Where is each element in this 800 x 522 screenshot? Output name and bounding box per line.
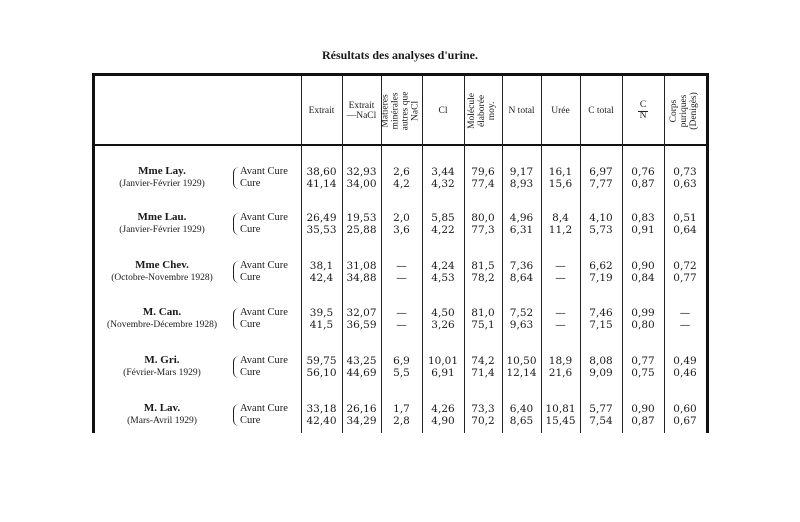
value: 41,5 [309,319,334,331]
value: 42,4 [309,272,334,284]
value: 7,54 [589,415,613,427]
value: — [555,319,566,331]
value-cell [664,355,706,379]
value: 8,65 [509,415,534,427]
value: 73,3 [471,403,495,415]
value: 0,67 [673,415,697,427]
value-cell [422,403,464,427]
value: 39,5 [309,307,334,319]
phase-label: Avant Cure [240,355,288,366]
value: 2,6 [393,166,410,178]
phase-label: Cure [240,367,261,378]
column-header [580,78,622,144]
value: 42,40 [306,415,337,427]
value: 10,50 [506,355,537,367]
phase-label: Avant Cure [240,307,288,318]
value-cell [342,212,381,236]
value: 4,2 [393,178,410,190]
value-cell [580,260,622,284]
value: 4,10 [589,212,613,224]
value-cell [622,260,664,284]
value: 35,53 [306,224,337,236]
value: 33,18 [306,403,337,415]
period: (Janvier-Février 1929) [119,225,205,235]
value: 81,5 [471,260,495,272]
value: 2,8 [393,415,410,427]
table-row [95,164,706,200]
value-cell [502,307,541,331]
value: 36,59 [346,319,377,331]
value-cell [580,403,622,427]
brace [233,404,239,426]
value: 25,88 [346,224,377,236]
value: 0,49 [673,355,697,367]
value: — [555,260,566,272]
column-header [541,78,580,144]
value-cell [464,403,502,427]
value: — [555,272,566,284]
value: 0,80 [631,319,655,331]
value-cell [541,166,580,190]
phase-label: Cure [240,319,261,330]
patient-cell [95,210,229,236]
value-cell [541,307,580,331]
phase-label: Avant Cure [240,260,288,271]
value: 15,45 [545,415,576,427]
value: — [555,307,566,319]
value: 0,90 [631,260,655,272]
value: 19,53 [346,212,377,224]
value: 7,52 [509,307,534,319]
column-header-label: Urée [551,106,570,116]
value: 0,76 [631,166,655,178]
value: — [396,319,407,331]
value: 4,90 [431,415,455,427]
value: 81,0 [471,307,495,319]
phase-labels [240,212,288,236]
value: 5,85 [431,212,455,224]
value-cell [580,307,622,331]
column-header [301,78,342,144]
value: 0,72 [673,260,697,272]
value-cell [580,166,622,190]
value-cell [541,260,580,284]
value-cell [381,403,422,427]
value-cell [622,307,664,331]
column-header-label: Extrait [308,106,335,116]
phase-label: Cure [240,272,261,283]
value: 78,2 [471,272,495,284]
value: 77,3 [471,224,495,236]
value: 0,64 [673,224,697,236]
value: 6,9 [393,355,410,367]
value: 3,44 [431,166,455,178]
brace [233,167,239,189]
value: 9,17 [509,166,534,178]
phase-label: Cure [240,415,261,426]
value: 21,6 [548,367,573,379]
value-cell [541,212,580,236]
value-cell [502,355,541,379]
value-cell [541,403,580,427]
fraction-denominator: N [639,110,647,121]
value-cell [422,166,464,190]
value: 4,26 [431,403,455,415]
table-row [95,258,706,294]
value: 0,75 [631,367,655,379]
value: 5,73 [589,224,613,236]
patient-name: Mme Chev. [135,259,189,271]
period: (Novembre-Décembre 1928) [107,320,217,330]
patient-cell [95,258,229,284]
value-cell [381,166,422,190]
value: 38,60 [306,166,337,178]
value: 6,91 [431,367,455,379]
phase-labels [240,355,288,379]
value: 9,09 [589,367,613,379]
patient-name: M. Gri. [144,354,180,366]
phase-label: Avant Cure [240,212,288,223]
value: 7,19 [589,272,613,284]
value: 11,2 [548,224,573,236]
column-header-label: Matières minérales autres que NaCl [380,91,421,131]
value: 59,75 [306,355,337,367]
column-header-label: N total [508,106,535,116]
value-cell [381,355,422,379]
value: 6,97 [589,166,613,178]
value-cell [664,260,706,284]
value: 0,87 [631,415,655,427]
table-title: Résultats des analyses d'urine. [321,48,479,62]
value-cell [342,260,381,284]
value: 44,69 [346,367,377,379]
value-cell [422,212,464,236]
value-cell [301,355,342,379]
patient-cell [95,401,229,427]
value: 4,22 [431,224,455,236]
value: 4,53 [431,272,455,284]
value: 71,4 [471,367,495,379]
value-cell [464,166,502,190]
table-row [95,305,706,341]
column-header [622,78,664,144]
phase-labels [240,260,288,284]
value: 0,73 [673,166,697,178]
value: 10,01 [427,355,459,367]
column-header-label: Molécule élaborée moy. [467,93,497,129]
value-cell [342,166,381,190]
value: 12,14 [506,367,537,379]
value-cell [301,212,342,236]
value: 26,16 [346,403,377,415]
value: — [679,307,691,319]
value: 0,77 [673,272,697,284]
period: (Mars-Avril 1929) [127,416,197,426]
period: (Janvier-Février 1929) [119,179,205,189]
value: 8,4 [552,212,569,224]
value: 4,24 [431,260,455,272]
value: 0,46 [673,367,697,379]
value-cell [664,212,706,236]
value: 3,6 [393,224,410,236]
value: 77,4 [471,178,495,190]
value-cell [381,212,422,236]
column-header-label: Cl [438,106,448,116]
phase-label: Cure [240,224,261,235]
value-cell [502,403,541,427]
value: 8,93 [509,178,534,190]
value-cell [664,166,706,190]
column-header-label: Corps puriques (Denigès) [669,92,699,130]
value: 0,51 [673,212,697,224]
value: 7,15 [589,319,613,331]
value: 8,64 [509,272,534,284]
value: 80,0 [471,212,495,224]
value: 56,10 [306,367,337,379]
value: — [679,319,691,331]
value-cell [301,260,342,284]
column-header [502,78,541,144]
value-cell [502,166,541,190]
value: 7,36 [509,260,534,272]
value-cell [580,212,622,236]
value: 6,31 [509,224,534,236]
value: 16,1 [548,166,573,178]
value-cell [464,260,502,284]
value: 31,08 [346,260,377,272]
patient-cell [95,164,229,190]
value: 0,87 [631,178,655,190]
value: 34,29 [346,415,377,427]
value-cell [502,260,541,284]
value-cell [622,403,664,427]
brace [233,261,239,283]
value: 4,96 [509,212,534,224]
patient-name: M. Lav. [143,402,181,414]
phase-label: Cure [240,178,261,189]
brace [233,356,239,378]
column-header [464,78,502,144]
value-cell [622,166,664,190]
value-cell [502,212,541,236]
table-row [95,210,706,246]
phase-label: Avant Cure [240,403,288,414]
value: 26,49 [306,212,337,224]
value-cell [464,355,502,379]
value: 7,77 [589,178,613,190]
value-cell [381,260,422,284]
period: (Octobre-Novembre 1928) [111,273,213,283]
value-cell [422,355,464,379]
value: 34,88 [346,272,377,284]
value: 79,6 [471,166,495,178]
value-cell [301,307,342,331]
value-cell [541,355,580,379]
value: 5,77 [589,403,613,415]
value: 0,60 [673,403,697,415]
value: 38,1 [309,260,334,272]
column-header [664,78,706,144]
value: 6,62 [589,260,613,272]
value: 32,93 [346,166,377,178]
header-rule [95,144,706,146]
value-cell [342,355,381,379]
value: 0,84 [631,272,655,284]
table-row [95,353,706,389]
value: 0,99 [631,307,655,319]
patient-cell [95,305,229,331]
value: 3,26 [431,319,455,331]
value: 32,07 [346,307,377,319]
phase-label: Avant Cure [240,166,288,177]
value: 0,91 [631,224,655,236]
value: — [396,307,407,319]
value-cell [664,403,706,427]
patient-name: Mme Lau. [137,211,187,223]
value-cell [342,403,381,427]
value-cell [422,260,464,284]
phase-labels [240,307,288,331]
value: 4,50 [431,307,455,319]
value: 74,2 [471,355,495,367]
column-header [342,78,381,144]
value: 43,25 [346,355,377,367]
value: 75,1 [471,319,495,331]
value: 6,40 [509,403,534,415]
value-cell [464,307,502,331]
column-header-label: Extrait —NaCl [346,101,377,121]
value: 18,9 [548,355,573,367]
value: 7,46 [589,307,613,319]
value-cell [301,166,342,190]
value: 2,0 [393,212,410,224]
value: 9,63 [509,319,534,331]
value: 34,00 [346,178,377,190]
value-cell [622,212,664,236]
column-header [381,78,422,144]
value: 0,77 [631,355,655,367]
value-cell [464,212,502,236]
brace [233,213,239,235]
period: (Février-Mars 1929) [123,368,201,378]
value: — [396,272,407,284]
value-cell [664,307,706,331]
patient-cell [95,353,229,379]
table-row [95,401,706,437]
value-cell [422,307,464,331]
column-header-label: C total [588,106,614,116]
value: 41,14 [306,178,337,190]
value: 0,63 [673,178,697,190]
value: 70,2 [471,415,495,427]
value: 15,6 [548,178,573,190]
value: 10,81 [545,403,576,415]
value-cell [580,355,622,379]
brace [233,308,239,330]
value-cell [342,307,381,331]
value-cell [381,307,422,331]
value: — [396,260,407,272]
value: 0,90 [631,403,655,415]
phase-labels [240,166,288,190]
column-header [422,78,464,144]
value: 4,32 [431,178,455,190]
value: 5,5 [393,367,410,379]
patient-name: M. Can. [142,306,182,318]
value: 8,08 [589,355,613,367]
value: 0,83 [631,212,655,224]
phase-labels [240,403,288,427]
value-cell [622,355,664,379]
value-cell [301,403,342,427]
patient-name: Mme Lay. [138,165,186,177]
fraction-numerator: C [639,100,647,110]
value: 1,7 [393,403,410,415]
